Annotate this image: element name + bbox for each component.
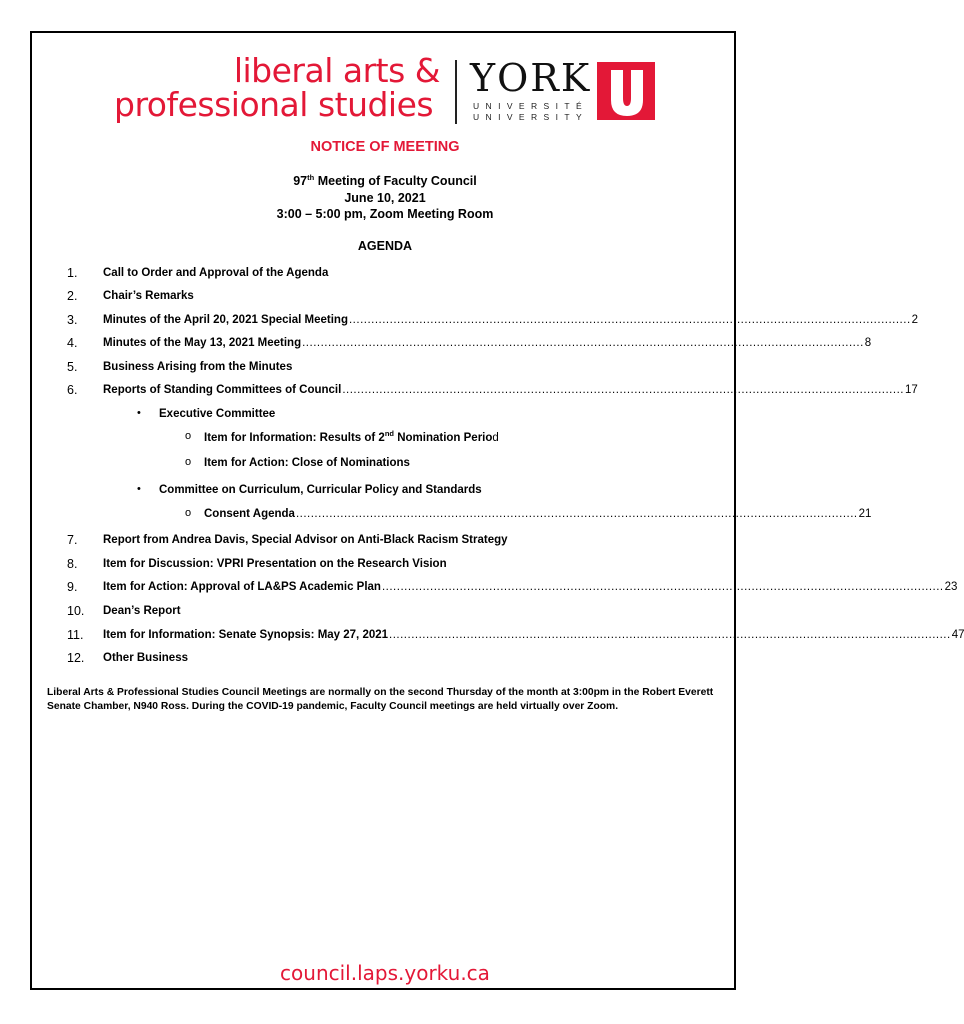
york-wordmark: YORK bbox=[470, 56, 592, 100]
dot-leader: ........................................................................................................................................................ bbox=[381, 581, 944, 593]
dot-leader: ........................................................................................................................................................ bbox=[342, 384, 904, 396]
page-ref: 2 bbox=[911, 314, 919, 326]
item-number: 3. bbox=[67, 313, 78, 327]
circle-bullet: o bbox=[185, 507, 192, 519]
notice-title: NOTICE OF MEETING bbox=[310, 139, 460, 155]
item-number: 11. bbox=[67, 628, 84, 642]
page-ref: 23 bbox=[944, 581, 958, 593]
item-number: 7. bbox=[67, 533, 78, 547]
bullet: • bbox=[137, 407, 141, 419]
sub-item-action: Item for Action: Close of Nominations bbox=[204, 457, 410, 469]
agenda-item: Reports of Standing Committees of Council ........................................................................................................................................................ 17 bbox=[103, 384, 918, 396]
meeting-date: June 10, 2021 bbox=[344, 191, 426, 205]
york-u-logo-icon bbox=[597, 62, 655, 120]
agenda-item: Dean’s Report bbox=[103, 605, 181, 617]
agenda-item: Item for Discussion: VPRI Presentation on the Research Vision bbox=[103, 558, 447, 570]
agenda-item: Call to Order and Approval of the Agenda bbox=[103, 267, 329, 279]
agenda-item: Minutes of the May 13, 2021 Meeting ........................................................................................................................................................ 8 bbox=[103, 337, 872, 349]
agenda-item: Item for Action: Approval of LA&PS Academic Plan ........................................................................................................................................................ 23 bbox=[103, 581, 958, 593]
item-number: 9. bbox=[67, 580, 78, 594]
circle-bullet: o bbox=[185, 456, 192, 468]
dot-leader: ........................................................................................................................................................ bbox=[348, 314, 911, 326]
page-ref: 47 bbox=[951, 629, 964, 641]
agenda-item: Other Business bbox=[103, 652, 188, 664]
dot-leader: ........................................................................................................................................................ bbox=[295, 508, 858, 520]
sub-item-information: Item for Information: Results of 2nd Nomination Period bbox=[204, 429, 499, 444]
sub-item-consent: Consent Agenda ........................................................................................................................................................ 21 bbox=[204, 508, 872, 520]
bullet: • bbox=[137, 483, 141, 495]
page-ref: 21 bbox=[858, 508, 872, 520]
york-university: UNIVERSITY bbox=[473, 112, 589, 122]
laps-logo bbox=[114, 51, 440, 124]
logo-divider bbox=[455, 60, 457, 124]
item-number: 1. bbox=[67, 266, 78, 280]
agenda-item: Minutes of the April 20, 2021 Special Meeting ........................................................................................................................................................ 2 bbox=[103, 314, 919, 326]
item-number: 4. bbox=[67, 336, 78, 350]
item-number: 5. bbox=[67, 360, 78, 374]
meeting-title: 97th Meeting of Faculty Council bbox=[293, 173, 477, 188]
logo-line-2: professional studies bbox=[114, 85, 434, 124]
dot-leader: ........................................................................................................................................................ bbox=[302, 337, 864, 349]
sub-item-ccps: Committee on Curriculum, Curricular Policy and Standards bbox=[159, 484, 482, 496]
council-url: council.laps.yorku.ca bbox=[280, 961, 490, 985]
page-ref: 17 bbox=[904, 384, 918, 396]
agenda-item: Report from Andrea Davis, Special Advisor on Anti-Black Racism Strategy bbox=[103, 534, 508, 546]
agenda-title: AGENDA bbox=[357, 239, 413, 253]
page-ref: 8 bbox=[864, 337, 872, 349]
item-number: 12. bbox=[67, 651, 85, 665]
agenda-item: Chair’s Remarks bbox=[103, 290, 194, 302]
york-universite: UNIVERSITÉ bbox=[473, 101, 589, 111]
item-number: 10. bbox=[67, 604, 85, 618]
agenda-item: Item for Information: Senate Synopsis: May 27, 2021 ........................................................................................................................................................ 47 bbox=[103, 629, 964, 641]
agenda-item: Business Arising from the Minutes bbox=[103, 361, 293, 373]
sub-item-executive: Executive Committee bbox=[159, 408, 276, 420]
item-number: 2. bbox=[67, 289, 78, 303]
logo-line-1: liberal arts & bbox=[233, 51, 440, 90]
circle-bullet: o bbox=[185, 430, 192, 442]
item-number: 8. bbox=[67, 557, 78, 571]
meeting-time-place: 3:00 – 5:00 pm, Zoom Meeting Room bbox=[276, 207, 494, 221]
item-number: 6. bbox=[67, 383, 78, 397]
dot-leader: ........................................................................................................................................................ bbox=[389, 629, 951, 641]
meeting-note: Liberal Arts & Professional Studies Council Meetings are normally on the second Thursday of the month at 3:00pm in the Robert Everett Senate Chamber, N940 Ross. During the COVID-19 pandemic, Faculty Council meetings are held virtually over Zoom. bbox=[47, 687, 714, 712]
